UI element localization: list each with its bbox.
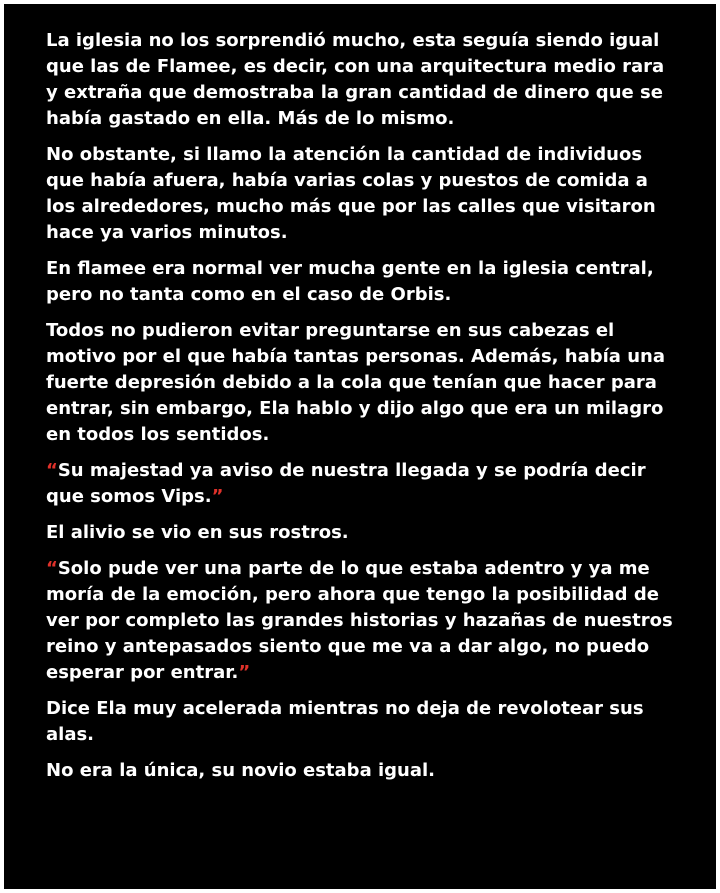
text-page [4,4,716,889]
paragraph-5: El alivio se vio en sus rostros. [46,522,349,543]
open-quote-mark: “ [46,460,58,481]
dialogue-1 [46,458,676,510]
paragraph-7: Dice Ela muy acelerada mientras no deja de revolotear sus alas. [46,698,644,745]
dialogue-2 [46,556,676,686]
paragraph-8: No era la única, su novio estaba igual. [46,760,436,781]
paragraph-4: Todos no pudieron evitar preguntarse en sus cabezas el motivo por el que había tantas personas. Además, había una fuerte depresión debido a la cola que tenían que hacer para entrar, sin embargo, Ela hablo y dijo algo que era un milagro en todos los sentidos. [46,320,665,445]
dialogue-1-text: Su majestad ya aviso de nuestra llegada y se podría decir que somos Vips. [46,460,646,507]
open-quote-mark: “ [46,558,58,579]
paragraph-1: La iglesia no los sorprendió mucho, esta seguía siendo igual que las de Flamee, es decir, con una arquitectura medio rara y extraña que demostraba la gran cantidad de dinero que se había gastado en ella. Más de lo mismo. [46,30,665,129]
dialogue-2-text: Solo pude ver una parte de lo que estaba adentro y ya me moría de la emoción, pero ahora que tengo la posibilidad de ver por completo las grandes historias y hazañas de nuestros reino y antepasados siento que me va a dar algo, no puedo esperar por entrar. [46,558,673,683]
close-quote-mark: ” [211,486,224,507]
paragraph-3: En flamee era normal ver mucha gente en la iglesia central, pero no tanta como en el caso de Orbis. [46,258,654,305]
close-quote-mark: ” [238,662,251,683]
paragraph-2: No obstante, si llamo la atención la cantidad de individuos que había afuera, había varias colas y puestos de comida a los alrededores, mucho más que por las calles que visitaron hace ya varios minutos. [46,144,656,243]
